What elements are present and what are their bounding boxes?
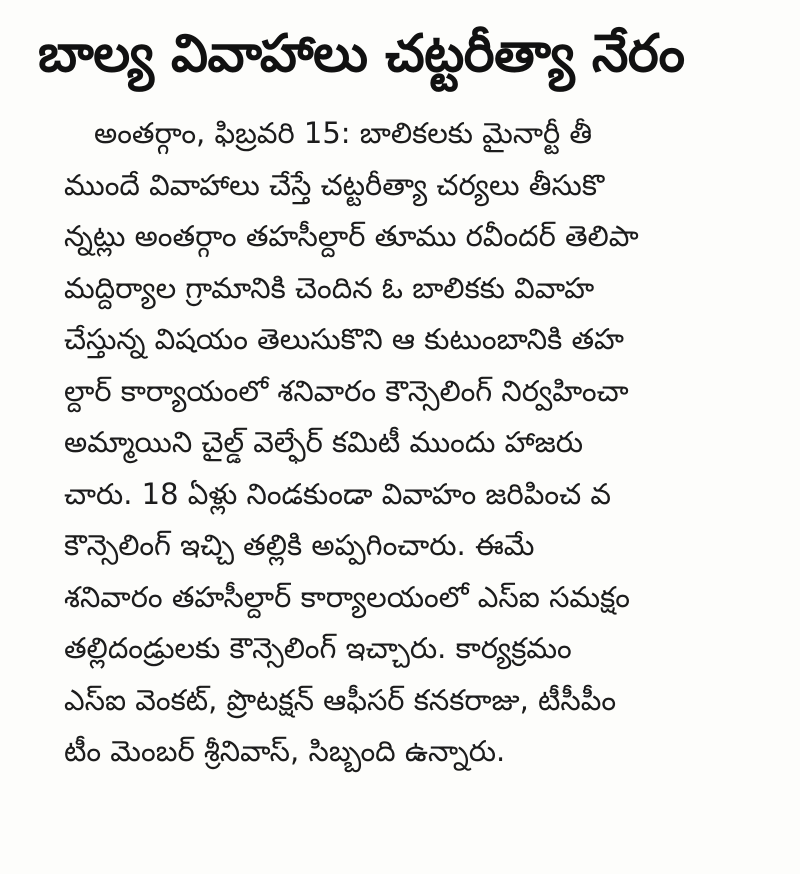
body-line-3: న్నట్లు అంతర్గాం తహసీల్దార్ తూము రవీందర్ తెలిపా: [64, 219, 639, 253]
body-line-7: అమ్మాయిని చైల్డ్ వెల్ఫేర్ కమిటీ ముందు హాజరు: [64, 425, 583, 459]
headline: బాల్య వివాహాలు చట్టరీత్యా నేరం: [38, 24, 685, 84]
body-line-5: చేస్తున్న విషయం తెలుసుకొని ఆ కుటుంబానికి తహ: [64, 322, 625, 356]
body-line-6: ల్దార్ కార్యాయంలో శనివారం కౌన్సెలింగ్ నిర్వహించా: [64, 373, 629, 408]
body-line-11: తల్లిదండ్రులకు కౌన్సెలింగ్ ఇచ్చారు. కార్యక్రమం: [64, 631, 572, 665]
article-body: [64, 108, 800, 778]
body-line-10: శనివారం తహసీల్దార్ కార్యాలయంలో ఎస్ఐ సమక్షం: [64, 579, 630, 614]
body-line-4: మద్దిర్యాల గ్రామానికి చెందిన ఓ బాలికకు వివాహ: [64, 270, 595, 305]
body-line-13: టీం మెంబర్ శ్రీనివాస్, సిబ్బంది ఉన్నారు.: [64, 734, 506, 768]
body-line-9: కౌన్సెలింగ్ ఇచ్చి తల్లికి అప్పగించారు. ఈమే: [64, 528, 535, 562]
body-line-12: ఎస్ఐ వెంకట్, ప్రొటక్షన్ ఆఫీసర్ కనకరాజు, టీసీపీం: [64, 682, 617, 717]
body-line-1: అంతర్గాం, ఫిబ్రవరి 15: బాలికలకు మైనార్టీ తీ: [94, 116, 593, 150]
body-line-2: ముందే వివాహాలు చేస్తే చట్టరీత్యా చర్యలు తీసుకొ: [64, 167, 605, 202]
body-line-8: చారు. 18 ఏళ్లు నిండకుండా వివాహం జరిపించ వ: [64, 476, 611, 511]
